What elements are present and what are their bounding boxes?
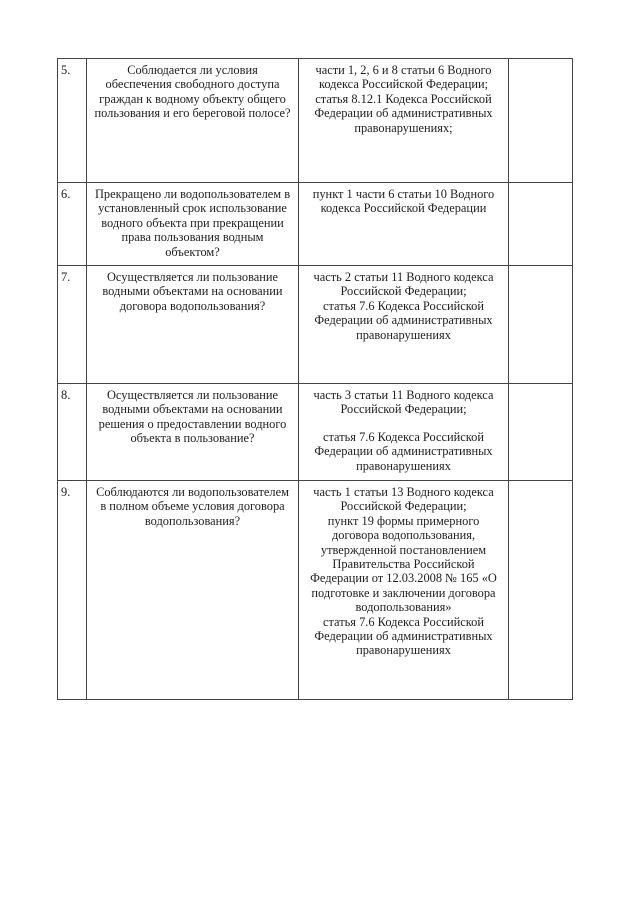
question-line: Осуществляется ли пользование [106,270,279,284]
reference-line: правонарушениях [356,643,451,658]
empty-cell [509,481,573,700]
row-number: 7. [58,266,87,384]
question-line: договора водопользования? [119,298,266,313]
reference-line: кодекса Российской Федерации; [318,77,489,92]
empty-cell [509,183,573,266]
reference-line: Российской Федерации; [340,284,467,299]
table-row [58,183,573,266]
reference-line: утвержденной постановлением [320,542,487,557]
row-number: 9. [58,481,87,700]
question-line: водными объектами на основании [102,284,283,299]
table-row [58,59,573,183]
empty-cell [509,266,573,384]
reference-cell [299,266,509,384]
reference-line: часть 1 статьи 13 Водного кодекса [313,485,494,499]
reference-line: статья 7.6 Кодекса Российской [322,614,484,629]
reference-line: часть 2 статьи 11 Водного кодекса [313,270,494,284]
question-line: Прекращено ли водопользователем в [94,187,291,201]
reference-line: водопользования» [355,600,452,615]
reference-line: договора водопользования, [331,528,476,543]
reference-cell [299,481,509,700]
question-line: граждан к водному объекту общего [99,91,286,106]
question-cell [87,59,299,183]
question-line: водными объектами на основании [102,402,283,417]
question-line: в полном объеме условия договора [100,499,285,514]
empty-cell [509,59,573,183]
reference-line: статья 7.6 Кодекса Российской [322,298,484,313]
reference-line: пункт 1 части 6 статьи 10 Водного [312,187,495,201]
question-cell [87,481,299,700]
question-line: права пользования водным [121,230,264,245]
reference-line: пункт 19 формы примерного [327,513,480,528]
question-line: объекта в пользование? [130,431,255,446]
empty-cell [509,384,573,481]
reference-cell [299,183,509,266]
reference-line: Российской Федерации; [340,499,467,514]
reference-line: статья 8.12.1 Кодекса Российской [315,91,492,106]
reference-line: Правительства Российской [332,557,475,572]
reference-line: части 1, 2, 6 и 8 статьи 6 Водного [315,63,492,77]
reference-line: правонарушениях [356,327,451,342]
question-line: объектом? [165,244,220,259]
question-cell [87,183,299,266]
table-row [58,384,573,481]
row-number: 5. [58,59,87,183]
reference-line: правонарушениях; [354,120,453,135]
reference-line: Российской Федерации; [340,402,467,417]
question-line: Соблюдаются ли водопользователем [96,485,289,499]
question-line: пользования и его береговой полосе? [94,106,291,121]
question-line: обеспечения свободного доступа [105,77,280,92]
reference-line: Федерации об административных [314,629,493,644]
reference-cell [299,384,509,481]
question-line: водопользования? [144,513,241,528]
reference-line: подготовке и заключении договора [311,585,496,600]
reference-line: Федерации об административных [314,106,493,121]
question-line: Осуществляется ли пользование [106,388,279,402]
reference-line: кодекса Российской Федерации [320,201,487,216]
row-number: 8. [58,384,87,481]
question-cell [87,266,299,384]
question-line: установленный срок использование [98,201,287,216]
checklist-table [57,58,573,700]
reference-spacer [302,417,505,430]
reference-cell [299,59,509,183]
table-row [58,266,573,384]
question-line: решения о предоставлении водного [98,416,287,431]
reference-line: правонарушениях [356,458,451,473]
reference-line: Федерации об административных [314,444,493,459]
reference-line: Федерации от 12.03.2008 № 165 «О [310,571,497,586]
row-number: 6. [58,183,87,266]
question-cell [87,384,299,481]
reference-line: Федерации об административных [314,313,493,328]
reference-line: статья 7.6 Кодекса Российской [322,429,484,444]
table-row [58,481,573,700]
question-line: водного объекта при прекращении [101,215,284,230]
question-line: Соблюдается ли условия [127,63,258,77]
reference-line: часть 3 статьи 11 Водного кодекса [313,388,494,402]
